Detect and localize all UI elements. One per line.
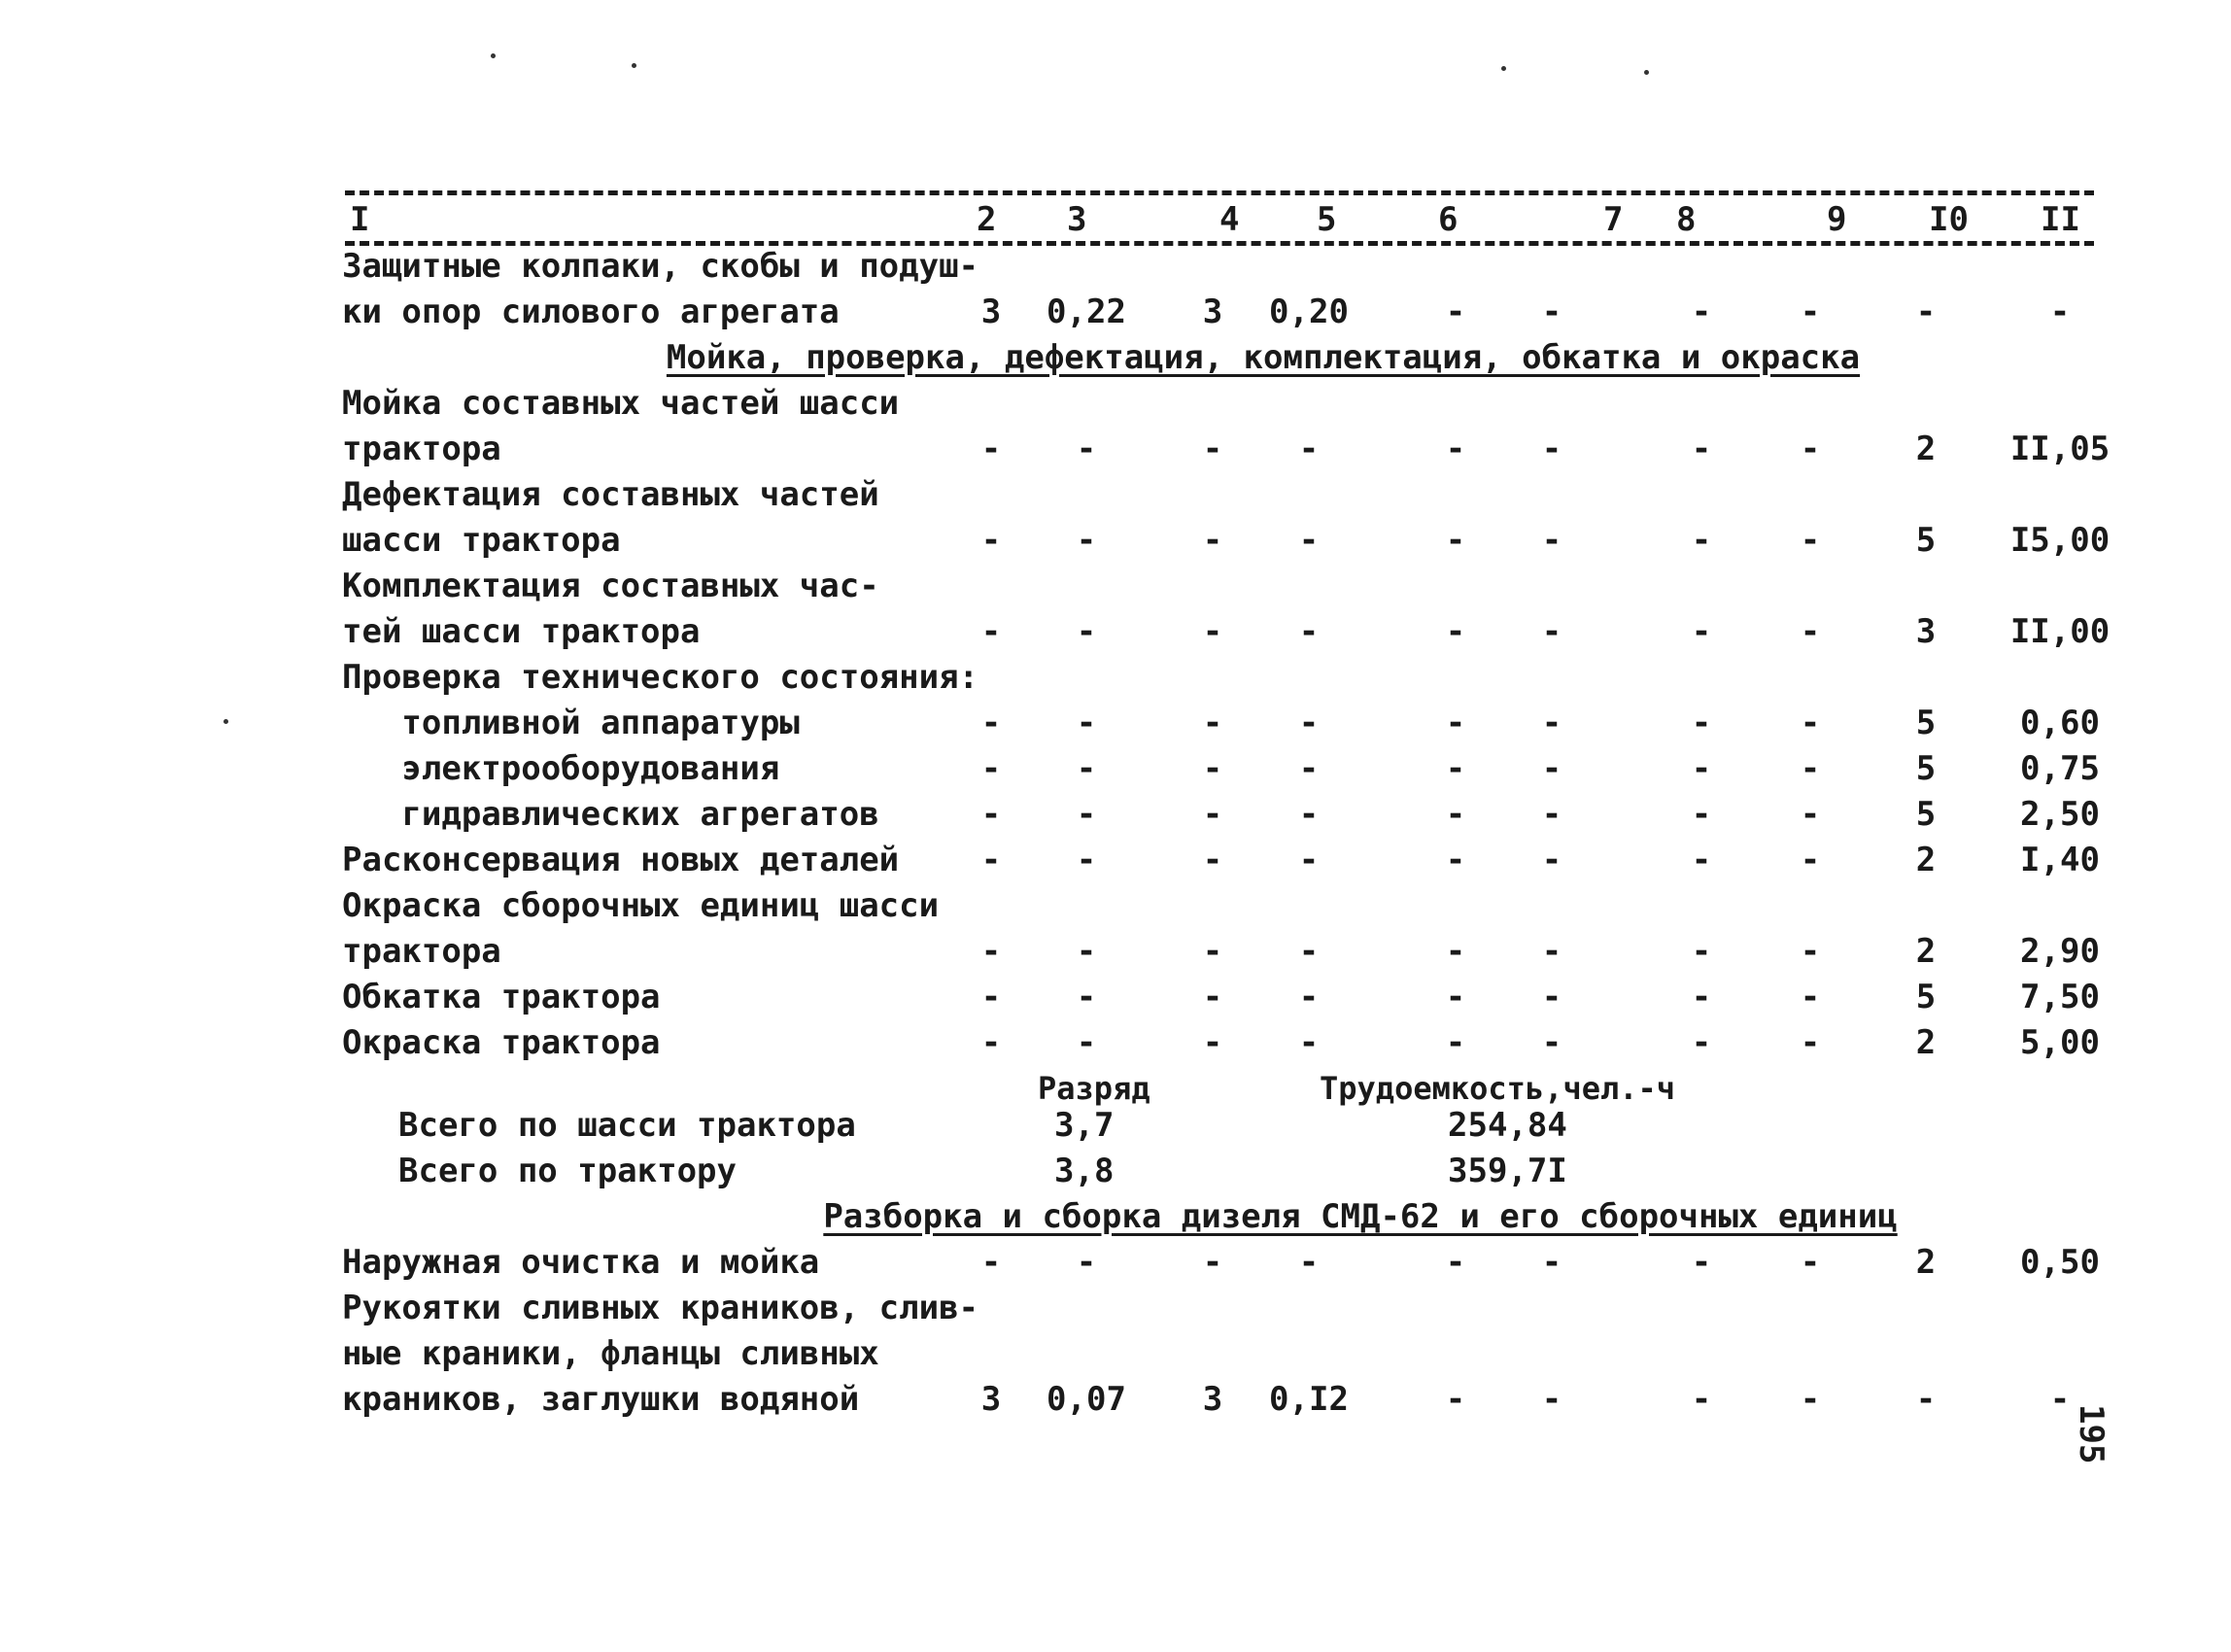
row-value: - [1800, 612, 1821, 651]
row-value: 5,00 [2020, 1023, 2100, 1062]
row-value: - [1541, 612, 1562, 651]
row-value: 3 [980, 293, 1002, 331]
row-label: трактора [342, 932, 501, 971]
row-value: 3 [1202, 1380, 1223, 1419]
row-value: - [1691, 612, 1712, 651]
row-value: - [1445, 932, 1466, 971]
row-value: - [1691, 1380, 1712, 1419]
column-number: I [350, 200, 370, 239]
row-label: Комплектация составных час- [342, 567, 879, 605]
row-value: - [1202, 795, 1223, 834]
row-label: Рукоятки сливных краников, слив- [342, 1289, 979, 1327]
row-value: - [1800, 932, 1821, 971]
row-label: шасси трактора [342, 521, 621, 560]
row-label: Обкатка трактора [342, 978, 661, 1016]
column-number: 3 [1067, 200, 1087, 239]
row-label: Окраска сборочных единиц шасси [342, 886, 940, 925]
row-value: 0,75 [2020, 749, 2100, 788]
row-value: 0,07 [1047, 1380, 1126, 1419]
row-value: - [1800, 841, 1821, 879]
row-value: - [980, 430, 1002, 468]
row-value: - [1691, 704, 1712, 742]
row-value: 2,90 [2020, 932, 2100, 971]
row-value: I,40 [2020, 841, 2100, 879]
row-value: - [1800, 704, 1821, 742]
row-value: - [1202, 521, 1223, 560]
row-value: - [1915, 293, 1937, 331]
row-value: - [1202, 1023, 1223, 1062]
column-number: 7 [1603, 200, 1624, 239]
row-value: 0,I2 [1269, 1380, 1349, 1419]
row-value: - [980, 1243, 1002, 1282]
scan-speck [632, 63, 636, 68]
row-label: Проверка технического состояния: [342, 658, 979, 697]
row-value: - [1298, 749, 1320, 788]
row-value: - [1541, 704, 1562, 742]
page-number: 195 [2072, 1404, 2111, 1464]
row-value: - [1691, 841, 1712, 879]
row-label: тей шасси трактора [342, 612, 701, 651]
row-value: - [1541, 521, 1562, 560]
row-value: - [980, 612, 1002, 651]
row-value: - [1915, 1380, 1937, 1419]
column-number: I0 [1929, 200, 1969, 239]
row-value: - [1202, 978, 1223, 1016]
row-value: 0,20 [1269, 293, 1349, 331]
row-value: - [1541, 1243, 1562, 1282]
row-value: - [1541, 932, 1562, 971]
row-value: - [1076, 749, 1097, 788]
row-value: - [1298, 704, 1320, 742]
summary-label: Всего по шасси трактора [398, 1106, 856, 1145]
row-value: 7,50 [2020, 978, 2100, 1016]
row-value: - [1445, 795, 1466, 834]
row-value: - [1445, 704, 1466, 742]
row-label: ки опор силового агрегата [342, 293, 840, 331]
row-label: Наружная очистка и мойка [342, 1243, 820, 1282]
row-value: - [980, 749, 1002, 788]
row-value: 2,50 [2020, 795, 2100, 834]
row-value: - [1076, 795, 1097, 834]
row-value: - [1541, 795, 1562, 834]
row-value: - [1541, 293, 1562, 331]
row-value: - [1445, 612, 1466, 651]
row-value: - [1445, 1243, 1466, 1282]
row-value: 0,60 [2020, 704, 2100, 742]
row-value: - [1298, 430, 1320, 468]
row-value: - [1541, 978, 1562, 1016]
row-value: - [1445, 841, 1466, 879]
row-value: 2 [1915, 430, 1937, 468]
row-value: 2 [1915, 1023, 1937, 1062]
row-value: - [1691, 795, 1712, 834]
row-value: - [1076, 704, 1097, 742]
column-number: 5 [1317, 200, 1337, 239]
row-value: II,05 [2009, 430, 2111, 468]
row-value: 5 [1915, 795, 1937, 834]
row-value: - [1800, 1380, 1821, 1419]
row-value: 5 [1915, 521, 1937, 560]
summary-labor: 359,7I [1448, 1152, 1567, 1190]
row-value: - [980, 1023, 1002, 1062]
row-value: - [1202, 932, 1223, 971]
row-value: 3 [980, 1380, 1002, 1419]
row-value: - [1202, 612, 1223, 651]
row-label: краников, заглушки водяной [342, 1380, 860, 1419]
row-value: - [1691, 293, 1712, 331]
row-value: - [1076, 978, 1097, 1016]
row-value: - [1076, 1023, 1097, 1062]
row-value: - [1691, 932, 1712, 971]
row-value: - [1076, 841, 1097, 879]
row-value: - [2049, 1380, 2071, 1419]
row-value: - [1298, 521, 1320, 560]
row-label: Защитные колпаки, скобы и подуш- [342, 247, 979, 286]
row-value: - [1076, 521, 1097, 560]
row-value: - [1298, 932, 1320, 971]
row-value: - [2049, 293, 2071, 331]
row-value: - [1202, 704, 1223, 742]
row-value: - [1800, 978, 1821, 1016]
row-value: - [980, 841, 1002, 879]
row-value: - [1298, 841, 1320, 879]
column-number: 8 [1676, 200, 1697, 239]
row-value: 3 [1202, 293, 1223, 331]
row-value: - [1800, 1243, 1821, 1282]
row-value: - [1298, 795, 1320, 834]
row-label: Расконсервация новых деталей [342, 841, 900, 879]
row-value: - [1445, 749, 1466, 788]
row-value: II,00 [2009, 612, 2111, 651]
row-value: - [980, 795, 1002, 834]
row-value: 2 [1915, 841, 1937, 879]
row-value: - [1445, 1023, 1466, 1062]
scan-speck [223, 719, 228, 724]
row-value: - [980, 932, 1002, 971]
row-label: Окраска трактора [342, 1023, 661, 1062]
column-number: 4 [1219, 200, 1240, 239]
row-value: - [1445, 521, 1466, 560]
row-value: - [1445, 1380, 1466, 1419]
row-value: - [1691, 1243, 1712, 1282]
row-value: - [1800, 1023, 1821, 1062]
row-value: - [1076, 1243, 1097, 1282]
column-number: II [2041, 200, 2080, 239]
row-value: - [1800, 749, 1821, 788]
row-value: - [1298, 612, 1320, 651]
section-title: Мойка, проверка, дефектация, комплектация, обкатка и окраска [666, 338, 1861, 377]
row-label: электрооборудования [342, 749, 780, 788]
row-value: - [1202, 430, 1223, 468]
row-value: 5 [1915, 978, 1937, 1016]
row-value: - [1691, 749, 1712, 788]
summary-grade: 3,8 [1054, 1152, 1115, 1190]
row-label: топливной аппаратуры [342, 704, 800, 742]
column-number: 6 [1438, 200, 1459, 239]
header-bottom-rule [345, 241, 2094, 246]
row-value: - [1076, 430, 1097, 468]
row-value: - [1541, 430, 1562, 468]
row-value: - [1541, 1023, 1562, 1062]
row-value: 2 [1915, 1243, 1937, 1282]
summary-labor: 254,84 [1448, 1106, 1567, 1145]
row-value: - [980, 704, 1002, 742]
row-value: I5,00 [2009, 521, 2111, 560]
row-label: Мойка составных частей шасси [342, 384, 900, 423]
header-top-rule [345, 190, 2094, 195]
summary-head-labor: Трудоемкость,чел.-ч [1320, 1070, 1676, 1107]
row-value: - [980, 978, 1002, 1016]
row-value: - [1691, 1023, 1712, 1062]
scan-speck [1501, 66, 1506, 71]
row-value: - [1691, 521, 1712, 560]
row-label: трактора [342, 430, 501, 468]
row-value: 0,50 [2020, 1243, 2100, 1282]
column-number: 9 [1827, 200, 1847, 239]
row-value: 3 [1915, 612, 1937, 651]
row-value: - [1541, 749, 1562, 788]
row-value: 5 [1915, 704, 1937, 742]
row-value: - [1076, 612, 1097, 651]
row-value: - [1445, 430, 1466, 468]
summary-label: Всего по трактору [398, 1152, 737, 1190]
row-value: - [1202, 1243, 1223, 1282]
row-value: - [1298, 978, 1320, 1016]
scan-speck [1644, 70, 1649, 75]
row-value: - [1445, 978, 1466, 1016]
row-value: - [1691, 978, 1712, 1016]
row-label: Дефектация составных частей [342, 475, 879, 514]
row-value: - [1541, 841, 1562, 879]
row-value: - [1202, 749, 1223, 788]
column-number: 2 [977, 200, 997, 239]
row-value: - [980, 521, 1002, 560]
row-value: - [1800, 430, 1821, 468]
row-value: - [1298, 1243, 1320, 1282]
row-value: - [1202, 841, 1223, 879]
row-value: 2 [1915, 932, 1937, 971]
row-value: - [1541, 1380, 1562, 1419]
summary-head-grade: Разряд [1038, 1070, 1150, 1107]
row-label: ные краники, фланцы сливных [342, 1334, 879, 1373]
summary-grade: 3,7 [1054, 1106, 1115, 1145]
row-value: - [1800, 293, 1821, 331]
row-value: - [1691, 430, 1712, 468]
row-value: - [1445, 293, 1466, 331]
row-value: - [1800, 521, 1821, 560]
row-value: - [1800, 795, 1821, 834]
row-value: - [1076, 932, 1097, 971]
scan-speck [491, 53, 496, 58]
row-value: 0,22 [1047, 293, 1126, 331]
row-value: 5 [1915, 749, 1937, 788]
row-value: - [1298, 1023, 1320, 1062]
section-title: Разборка и сборка дизеля СМД-62 и его сборочных единиц [823, 1197, 1898, 1236]
row-label: гидравлических агрегатов [342, 795, 879, 834]
